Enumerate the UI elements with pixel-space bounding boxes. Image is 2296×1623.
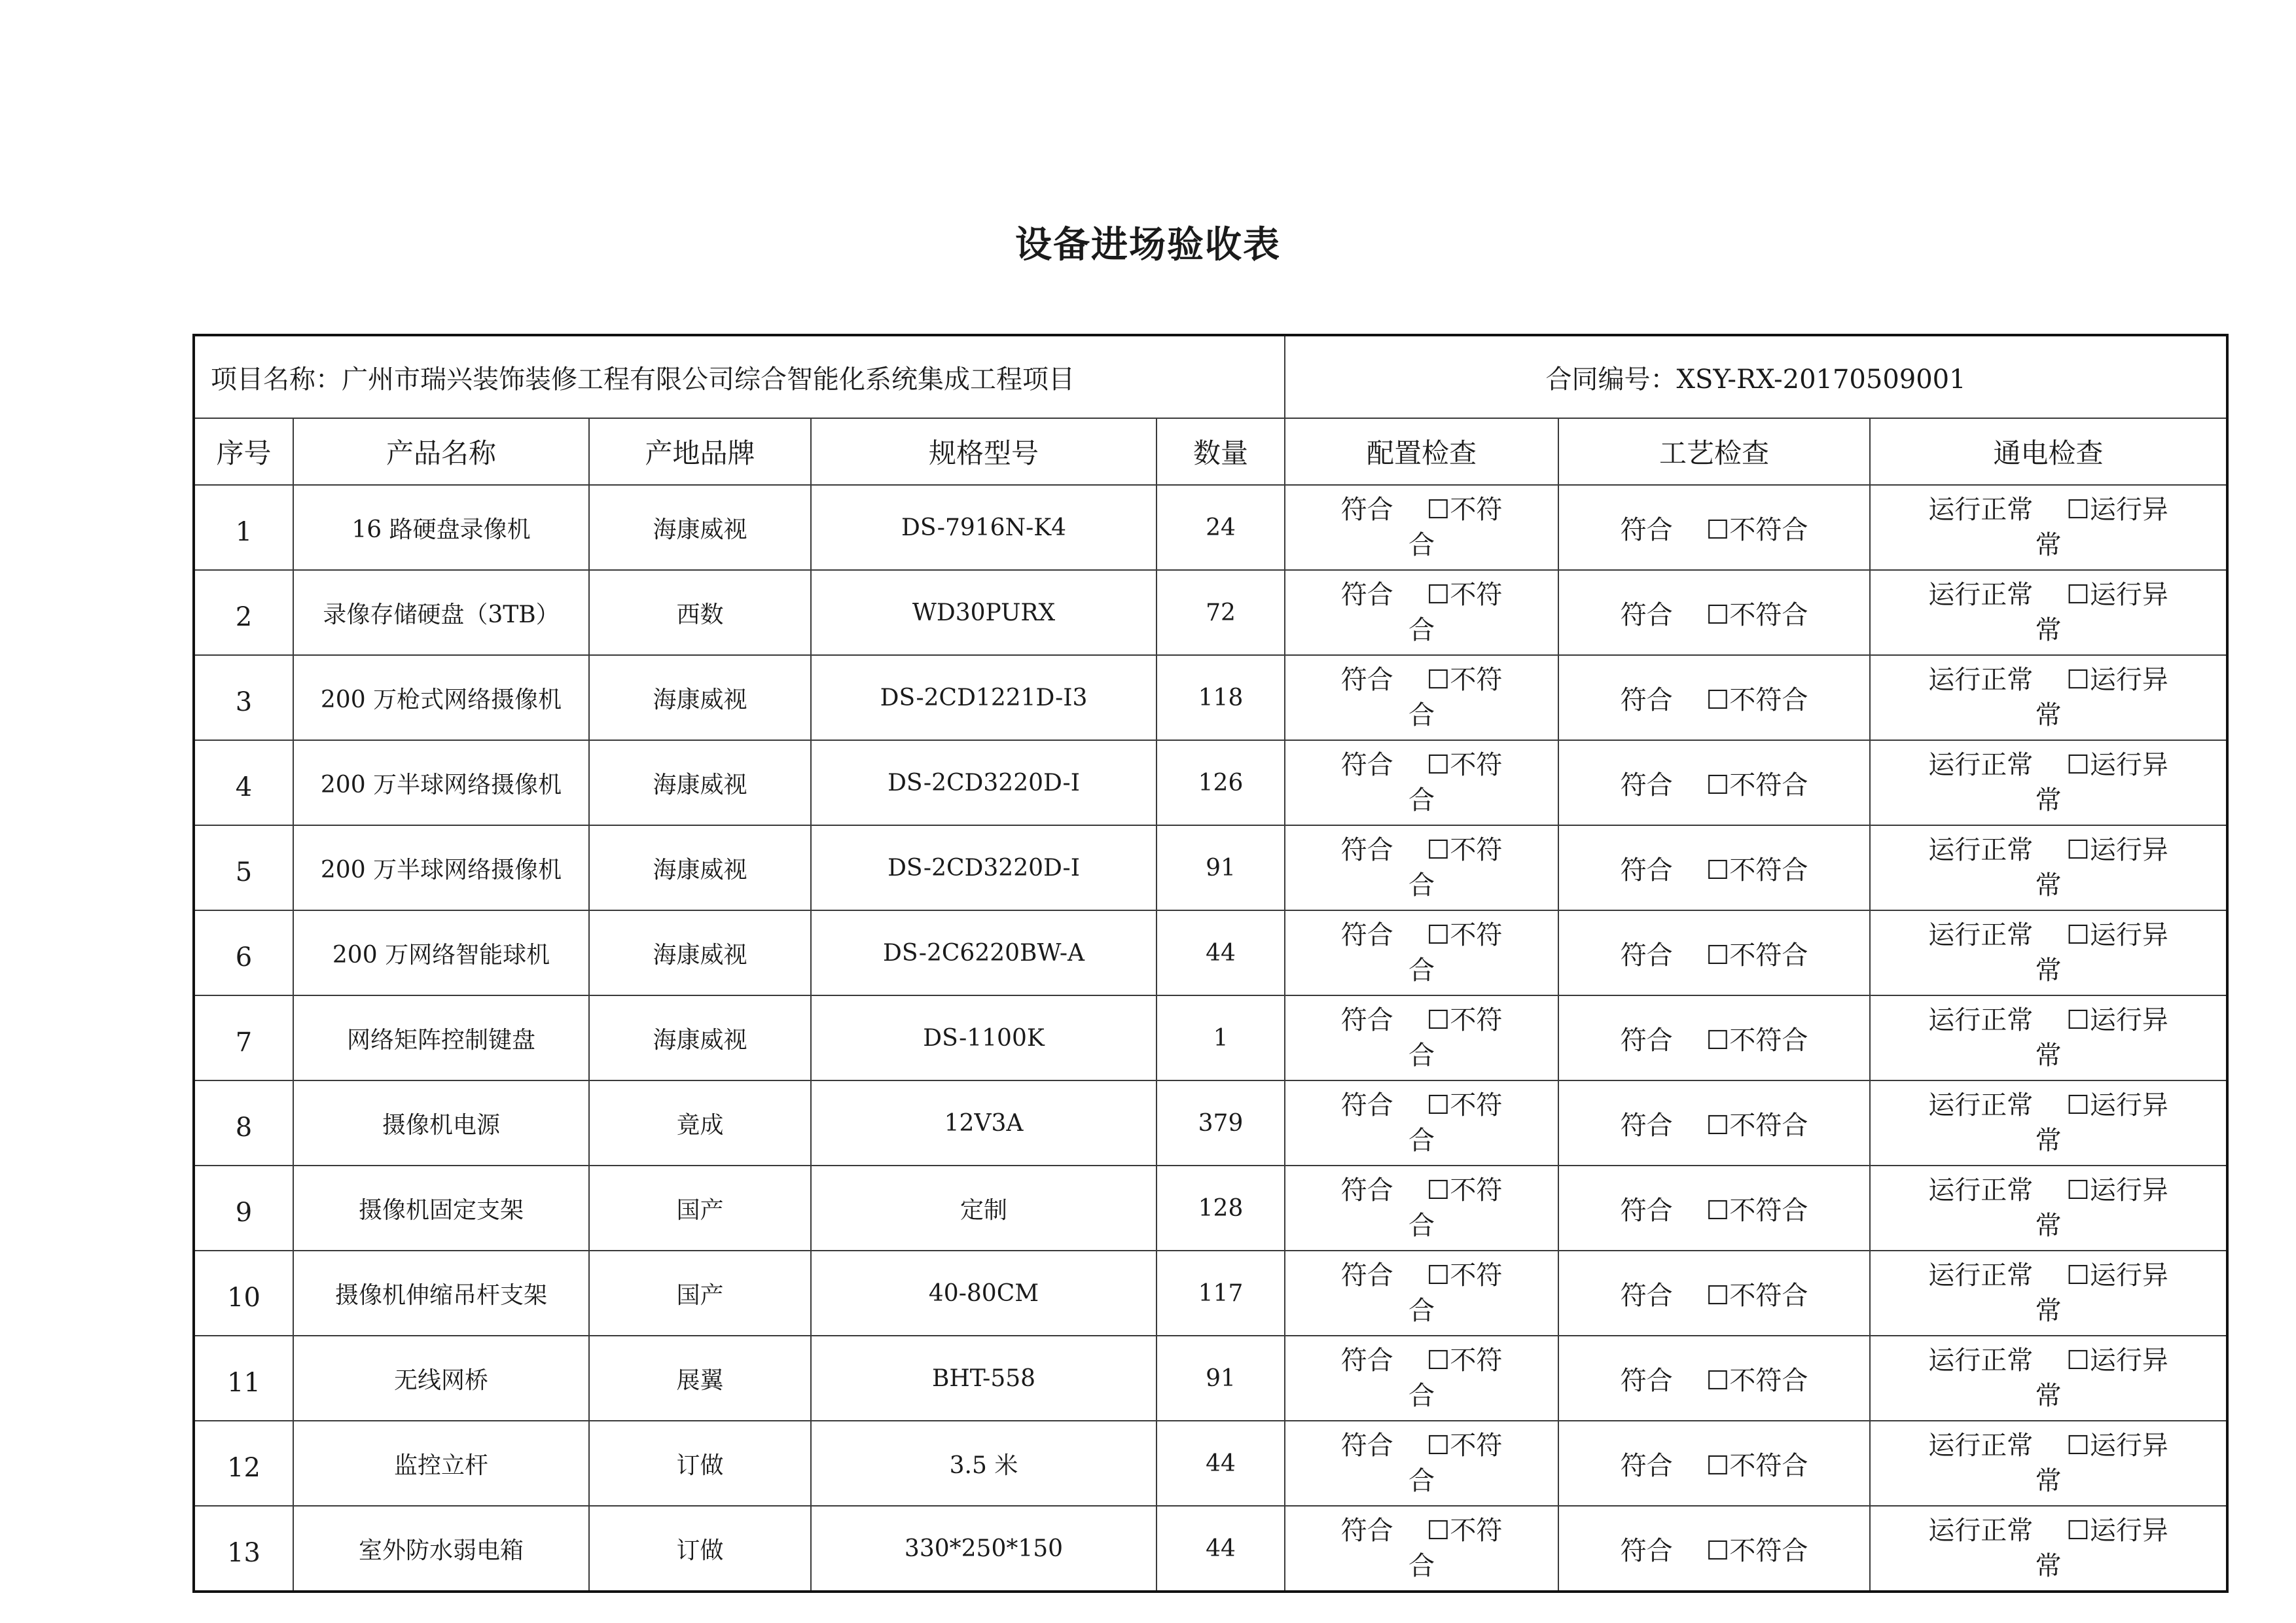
brand: 海康威视 [589,655,811,740]
power-check-options: 运行正常 ☐运行异 [1928,1260,2168,1291]
config-check[interactable] [1285,1336,1558,1421]
config-check-options: 符合 ☐不符 [1340,835,1503,865]
row-index: 12 [194,1421,293,1506]
power-check[interactable] [1870,1166,2227,1251]
power-check-options: 运行正常 ☐运行异 [1928,665,2168,695]
product-name: 200 万半球网络摄像机 [293,740,589,825]
craft-check[interactable]: 符合 ☐不符合 [1558,1166,1870,1251]
spec-model: 330*250*150 [811,1506,1157,1592]
config-check-options: 符合 ☐不符 [1340,1175,1503,1205]
craft-check[interactable]: 符合 ☐不符合 [1558,1251,1870,1336]
brand: 西数 [589,570,811,655]
product-name: 摄像机伸缩吊杆支架 [293,1251,589,1336]
quantity: 1 [1157,995,1285,1080]
config-check[interactable] [1285,1166,1558,1251]
craft-check[interactable]: 符合 ☐不符合 [1558,1080,1870,1166]
page-title: 设备进场验收表 [1015,223,1281,266]
quantity: 44 [1157,1506,1285,1592]
power-check-wrap: 常 [2035,1381,2062,1411]
spec-model: DS-7916N-K4 [811,485,1157,570]
power-check-wrap: 常 [2035,1296,2062,1326]
col-header-config: 配置检查 [1285,418,1558,485]
project-info-row [194,335,2227,418]
brand: 国产 [589,1166,811,1251]
column-header-row [194,418,2227,485]
config-check-wrap: 合 [1408,1381,1435,1411]
config-check[interactable] [1285,655,1558,740]
table-row [194,570,2227,655]
power-check-options: 运行正常 ☐运行异 [1928,1516,2168,1546]
brand: 海康威视 [589,995,811,1080]
power-check-wrap: 常 [2035,870,2062,901]
spec-model: BHT-558 [811,1336,1157,1421]
power-check[interactable] [1870,570,2227,655]
row-index: 9 [194,1166,293,1251]
config-check-wrap: 合 [1408,870,1435,901]
row-index: 13 [194,1506,293,1592]
table-row [194,1251,2227,1336]
row-index: 6 [194,910,293,995]
spec-model: 12V3A [811,1080,1157,1166]
config-check-wrap: 合 [1408,1211,1435,1241]
power-check-options: 运行正常 ☐运行异 [1928,750,2168,780]
config-check-wrap: 合 [1408,785,1435,815]
power-check-wrap: 常 [2035,700,2062,730]
config-check-options: 符合 ☐不符 [1340,1431,1503,1461]
craft-check[interactable]: 符合 ☐不符合 [1558,825,1870,910]
power-check-options: 运行正常 ☐运行异 [1928,835,2168,865]
craft-check[interactable]: 符合 ☐不符合 [1558,1506,1870,1592]
config-check-options: 符合 ☐不符 [1340,1516,1503,1546]
contract-number: 合同编号：XSY-RX-20170509001 [1285,335,2227,418]
brand: 海康威视 [589,485,811,570]
row-index: 11 [194,1336,293,1421]
product-name: 200 万枪式网络摄像机 [293,655,589,740]
product-name: 16 路硬盘录像机 [293,485,589,570]
col-header-product: 产品名称 [293,418,589,485]
spec-model: DS-1100K [811,995,1157,1080]
config-check[interactable] [1285,1251,1558,1336]
brand: 订做 [589,1421,811,1506]
product-name: 摄像机固定支架 [293,1166,589,1251]
spec-model: DS-2CD3220D-I [811,740,1157,825]
craft-check[interactable]: 符合 ☐不符合 [1558,485,1870,570]
spec-model: 定制 [811,1166,1157,1251]
config-check-options: 符合 ☐不符 [1340,920,1503,950]
quantity: 44 [1157,1421,1285,1506]
power-check[interactable] [1870,485,2227,570]
power-check-wrap: 常 [2035,1551,2062,1581]
config-check-options: 符合 ☐不符 [1340,580,1503,610]
power-check-wrap: 常 [2035,955,2062,986]
config-check[interactable] [1285,825,1558,910]
row-index: 3 [194,655,293,740]
config-check-wrap: 合 [1408,1466,1435,1496]
product-name: 200 万半球网络摄像机 [293,825,589,910]
power-check-options: 运行正常 ☐运行异 [1928,1346,2168,1376]
config-check-options: 符合 ☐不符 [1340,1005,1503,1035]
project-name: 项目名称：广州市瑞兴装饰装修工程有限公司综合智能化系统集成工程项目 [194,335,1285,418]
table-row [194,1421,2227,1506]
config-check[interactable] [1285,910,1558,995]
power-check-options: 运行正常 ☐运行异 [1928,495,2168,525]
config-check-options: 符合 ☐不符 [1340,495,1503,525]
table-row [194,655,2227,740]
quantity: 128 [1157,1166,1285,1251]
config-check[interactable] [1285,740,1558,825]
power-check[interactable] [1870,1251,2227,1336]
table-row [194,1506,2227,1592]
config-check[interactable] [1285,1421,1558,1506]
config-check-wrap: 合 [1408,530,1435,560]
product-name: 室外防水弱电箱 [293,1506,589,1592]
power-check-wrap: 常 [2035,615,2062,645]
product-name: 无线网桥 [293,1336,589,1421]
brand: 展翼 [589,1336,811,1421]
col-header-qty: 数量 [1157,418,1285,485]
row-index: 2 [194,570,293,655]
power-check[interactable] [1870,910,2227,995]
table-row [194,910,2227,995]
product-name: 200 万网络智能球机 [293,910,589,995]
config-check-options: 符合 ☐不符 [1340,1260,1503,1291]
config-check[interactable] [1285,1506,1558,1592]
quantity: 44 [1157,910,1285,995]
power-check-wrap: 常 [2035,1211,2062,1241]
spec-model: 3.5 米 [811,1421,1157,1506]
power-check-wrap: 常 [2035,785,2062,815]
config-check-wrap: 合 [1408,615,1435,645]
brand: 海康威视 [589,825,811,910]
spec-model: DS-2CD3220D-I [811,825,1157,910]
quantity: 126 [1157,740,1285,825]
quantity: 379 [1157,1080,1285,1166]
table-row [194,1166,2227,1251]
col-header-craft: 工艺检查 [1558,418,1870,485]
col-header-brand: 产地品牌 [589,418,811,485]
power-check-options: 运行正常 ☐运行异 [1928,1090,2168,1120]
power-check[interactable] [1870,825,2227,910]
config-check-options: 符合 ☐不符 [1340,665,1503,695]
config-check-wrap: 合 [1408,700,1435,730]
power-check[interactable] [1870,995,2227,1080]
power-check-options: 运行正常 ☐运行异 [1928,580,2168,610]
spec-model: DS-2CD1221D-I3 [811,655,1157,740]
power-check[interactable] [1870,1336,2227,1421]
config-check[interactable] [1285,995,1558,1080]
power-check-wrap: 常 [2035,1041,2062,1071]
quantity: 91 [1157,1336,1285,1421]
row-index: 5 [194,825,293,910]
spec-model: WD30PURX [811,570,1157,655]
product-name: 录像存储硬盘（3TB） [293,570,589,655]
power-check[interactable] [1870,1080,2227,1166]
row-index: 1 [194,485,293,570]
product-name: 摄像机电源 [293,1080,589,1166]
brand: 订做 [589,1506,811,1592]
product-name: 网络矩阵控制键盘 [293,995,589,1080]
brand: 国产 [589,1251,811,1336]
power-check-options: 运行正常 ☐运行异 [1928,1431,2168,1461]
craft-check[interactable]: 符合 ☐不符合 [1558,995,1870,1080]
craft-check[interactable]: 符合 ☐不符合 [1558,910,1870,995]
craft-check[interactable]: 符合 ☐不符合 [1558,1336,1870,1421]
quantity: 24 [1157,485,1285,570]
quantity: 72 [1157,570,1285,655]
product-name: 监控立杆 [293,1421,589,1506]
config-check-wrap: 合 [1408,1551,1435,1581]
config-check-wrap: 合 [1408,1296,1435,1326]
quantity: 91 [1157,825,1285,910]
craft-check[interactable]: 符合 ☐不符合 [1558,570,1870,655]
table-row [194,740,2227,825]
config-check-options: 符合 ☐不符 [1340,1090,1503,1120]
col-header-power: 通电检查 [1870,418,2227,485]
table-row [194,825,2227,910]
brand: 海康威视 [589,740,811,825]
row-index: 4 [194,740,293,825]
table-row [194,1080,2227,1166]
power-check[interactable] [1870,1506,2227,1592]
row-index: 10 [194,1251,293,1336]
config-check[interactable] [1285,1080,1558,1166]
quantity: 117 [1157,1251,1285,1336]
col-header-spec: 规格型号 [811,418,1157,485]
config-check-wrap: 合 [1408,1041,1435,1071]
power-check-options: 运行正常 ☐运行异 [1928,920,2168,950]
power-check-options: 运行正常 ☐运行异 [1928,1175,2168,1205]
craft-check[interactable]: 符合 ☐不符合 [1558,740,1870,825]
table-row [194,485,2227,570]
craft-check[interactable]: 符合 ☐不符合 [1558,1421,1870,1506]
config-check-options: 符合 ☐不符 [1340,1346,1503,1376]
power-check[interactable] [1870,740,2227,825]
acceptance-table [192,334,2229,1593]
brand: 竟成 [589,1080,811,1166]
quantity: 118 [1157,655,1285,740]
power-check-wrap: 常 [2035,1466,2062,1496]
row-index: 8 [194,1080,293,1166]
spec-model: 40-80CM [811,1251,1157,1336]
brand: 海康威视 [589,910,811,995]
craft-check[interactable]: 符合 ☐不符合 [1558,655,1870,740]
row-index: 7 [194,995,293,1080]
power-check[interactable] [1870,1421,2227,1506]
spec-model: DS-2C6220BW-A [811,910,1157,995]
col-header-index: 序号 [194,418,293,485]
config-check[interactable] [1285,485,1558,570]
table-row [194,995,2227,1080]
power-check-options: 运行正常 ☐运行异 [1928,1005,2168,1035]
config-check-options: 符合 ☐不符 [1340,750,1503,780]
power-check[interactable] [1870,655,2227,740]
table-row [194,1336,2227,1421]
config-check-wrap: 合 [1408,955,1435,986]
power-check-wrap: 常 [2035,530,2062,560]
config-check-wrap: 合 [1408,1126,1435,1156]
config-check[interactable] [1285,570,1558,655]
power-check-wrap: 常 [2035,1126,2062,1156]
